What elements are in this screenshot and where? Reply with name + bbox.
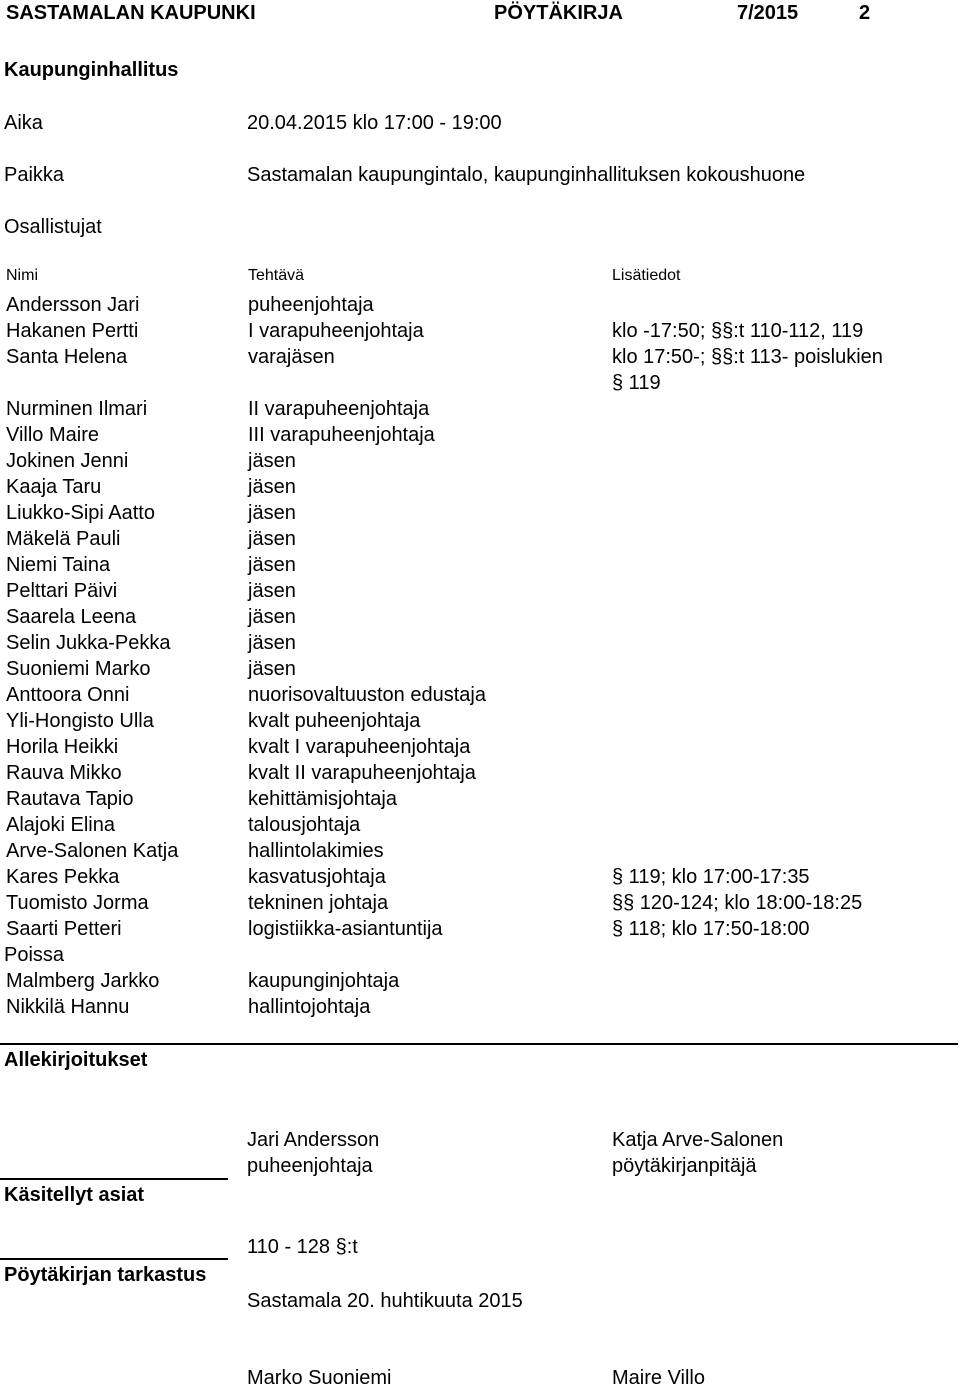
- attendee-role: jäsen: [248, 606, 296, 628]
- attendee-name: Kaaja Taru: [6, 476, 102, 498]
- absent-row: [0, 969, 960, 993]
- attendee-role: logistiikka-asiantuntija: [248, 918, 443, 940]
- attendance-row: [0, 865, 960, 889]
- absent-label: Poissa: [4, 944, 65, 966]
- attendance-row: [0, 371, 960, 395]
- attendee-name: Suoniemi Marko: [6, 658, 151, 680]
- attendee-role: varajäsen: [248, 346, 335, 368]
- attendee-role: kehittämisjohtaja: [248, 788, 397, 810]
- attendee-name: Mäkelä Pauli: [6, 528, 121, 550]
- attendee-notes: § 119; klo 17:00-17:35: [612, 866, 810, 888]
- attendance-row: [0, 813, 960, 837]
- signer-1-role: puheenjohtaja: [247, 1155, 373, 1177]
- attendee-role: kvalt I varapuheenjohtaja: [248, 736, 471, 758]
- attendance-row: [0, 475, 960, 499]
- attendance-row: [0, 319, 960, 343]
- attendee-name: Tuomisto Jorma: [6, 892, 149, 914]
- attendee-name: Yli-Hongisto Ulla: [6, 710, 154, 732]
- attendee-role: hallintolakimies: [248, 840, 384, 862]
- attendee-role: tekninen johtaja: [248, 892, 389, 914]
- attendee-role: kasvatusjohtaja: [248, 866, 386, 888]
- handled-items-value: 110 - 128 §:t: [247, 1236, 358, 1258]
- attendee-name: Andersson Jari: [6, 294, 140, 316]
- reviewer-1-name: Marko Suoniemi: [247, 1367, 392, 1389]
- signer-2-name: Katja Arve-Salonen: [612, 1129, 784, 1151]
- attendee-role: talousjohtaja: [248, 814, 361, 836]
- attendee-role: kvalt II varapuheenjohtaja: [248, 762, 476, 784]
- attendee-notes: klo 17:50-; §§:t 113- poislukien: [612, 346, 883, 368]
- page-number: 2: [859, 2, 871, 24]
- body-name: Kaupunginhallitus: [4, 59, 179, 81]
- attendee-role: jäsen: [248, 658, 296, 680]
- attendee-name: Santa Helena: [6, 346, 128, 368]
- absent-name: Malmberg Jarkko: [6, 970, 160, 992]
- review-label: Pöytäkirjan tarkastus: [4, 1264, 207, 1286]
- attendee-name: Saarela Leena: [6, 606, 137, 628]
- attendee-name: Saarti Petteri: [6, 918, 122, 940]
- attendee-role: jäsen: [248, 476, 296, 498]
- attendee-role: II varapuheenjohtaja: [248, 398, 430, 420]
- place-label: Paikka: [4, 164, 65, 186]
- signatures-label: Allekirjoitukset: [4, 1049, 148, 1071]
- attendee-name: Rauva Mikko: [6, 762, 122, 784]
- time-label: Aika: [4, 112, 43, 134]
- attendance-row: [0, 423, 960, 447]
- attendance-row: [0, 579, 960, 603]
- attendee-name: Kares Pekka: [6, 866, 120, 888]
- attendance-row: [0, 735, 960, 759]
- attendee-role: kvalt puheenjohtaja: [248, 710, 421, 732]
- attendance-row: [0, 527, 960, 551]
- attendee-name: Pelttari Päivi: [6, 580, 118, 602]
- attendee-notes: klo -17:50; §§:t 110-112, 119: [612, 320, 864, 342]
- attendee-role: jäsen: [248, 528, 296, 550]
- attendee-name: Selin Jukka-Pekka: [6, 632, 171, 654]
- attendance-row: [0, 839, 960, 863]
- organization-name: SASTAMALAN KAUPUNKI: [6, 2, 256, 24]
- document-number: 7/2015: [737, 2, 799, 24]
- time-value: 20.04.2015 klo 17:00 - 19:00: [247, 112, 502, 134]
- reviewer-2-name: Maire Villo: [612, 1367, 705, 1389]
- absent-row: [0, 995, 960, 1019]
- attendee-name: Jokinen Jenni: [6, 450, 129, 472]
- attendee-name: Liukko-Sipi Aatto: [6, 502, 155, 524]
- signer-2-role: pöytäkirjanpitäjä: [612, 1155, 757, 1177]
- attendee-name: Horila Heikki: [6, 736, 119, 758]
- attendance-row: [0, 917, 960, 941]
- attendee-notes: § 119: [612, 372, 661, 394]
- absent-role: kaupunginjohtaja: [248, 970, 400, 992]
- attendance-row: [0, 761, 960, 785]
- attendee-role: jäsen: [248, 580, 296, 602]
- attendee-name: Niemi Taina: [6, 554, 111, 576]
- handled-items-label: Käsitellyt asiat: [4, 1184, 145, 1206]
- section-divider: [0, 1178, 228, 1180]
- attendance-row: [0, 709, 960, 733]
- participants-label: Osallistujat: [4, 216, 102, 238]
- attendee-role: jäsen: [248, 450, 296, 472]
- attendance-row: [0, 605, 960, 629]
- role-column-header: Tehtävä: [248, 267, 305, 284]
- attendee-name: Nurminen Ilmari: [6, 398, 148, 420]
- attendee-name: Rautava Tapio: [6, 788, 134, 810]
- attendee-name: Anttoora Onni: [6, 684, 130, 706]
- place-value: Sastamalan kaupungintalo, kaupunginhallituksen kokoushuone: [247, 164, 806, 186]
- attendance-row: [0, 449, 960, 473]
- absent-role: hallintojohtaja: [248, 996, 371, 1018]
- attendance-header: [0, 267, 960, 291]
- attendee-name: Arve-Salonen Katja: [6, 840, 179, 862]
- attendee-name: Alajoki Elina: [6, 814, 115, 836]
- attendee-role: puheenjohtaja: [248, 294, 374, 316]
- attendance-row: [0, 293, 960, 317]
- attendee-notes: §§ 120-124; klo 18:00-18:25: [612, 892, 863, 914]
- attendee-role: jäsen: [248, 554, 296, 576]
- attendance-row: [0, 631, 960, 655]
- attendance-row: [0, 891, 960, 915]
- attendance-row: [0, 501, 960, 525]
- attendance-row: [0, 397, 960, 421]
- attendance-row: [0, 345, 960, 369]
- attendee-role: jäsen: [248, 632, 296, 654]
- section-divider: [0, 1043, 958, 1045]
- attendee-name: Villo Maire: [6, 424, 99, 446]
- attendee-name: Hakanen Pertti: [6, 320, 139, 342]
- attendance-row: [0, 657, 960, 681]
- document-type: PÖYTÄKIRJA: [494, 2, 623, 24]
- attendance-row: [0, 683, 960, 707]
- attendance-row: [0, 553, 960, 577]
- attendee-role: I varapuheenjohtaja: [248, 320, 424, 342]
- review-place-date: Sastamala 20. huhtikuuta 2015: [247, 1290, 523, 1312]
- name-column-header: Nimi: [6, 267, 38, 284]
- absent-name: Nikkilä Hannu: [6, 996, 130, 1018]
- attendee-notes: § 118; klo 17:50-18:00: [612, 918, 810, 940]
- attendee-role: III varapuheenjohtaja: [248, 424, 435, 446]
- attendee-role: jäsen: [248, 502, 296, 524]
- attendee-role: nuorisovaltuuston edustaja: [248, 684, 486, 706]
- notes-column-header: Lisätiedot: [612, 267, 681, 284]
- signer-1-name: Jari Andersson: [247, 1129, 380, 1151]
- attendance-row: [0, 787, 960, 811]
- section-divider: [0, 1258, 228, 1260]
